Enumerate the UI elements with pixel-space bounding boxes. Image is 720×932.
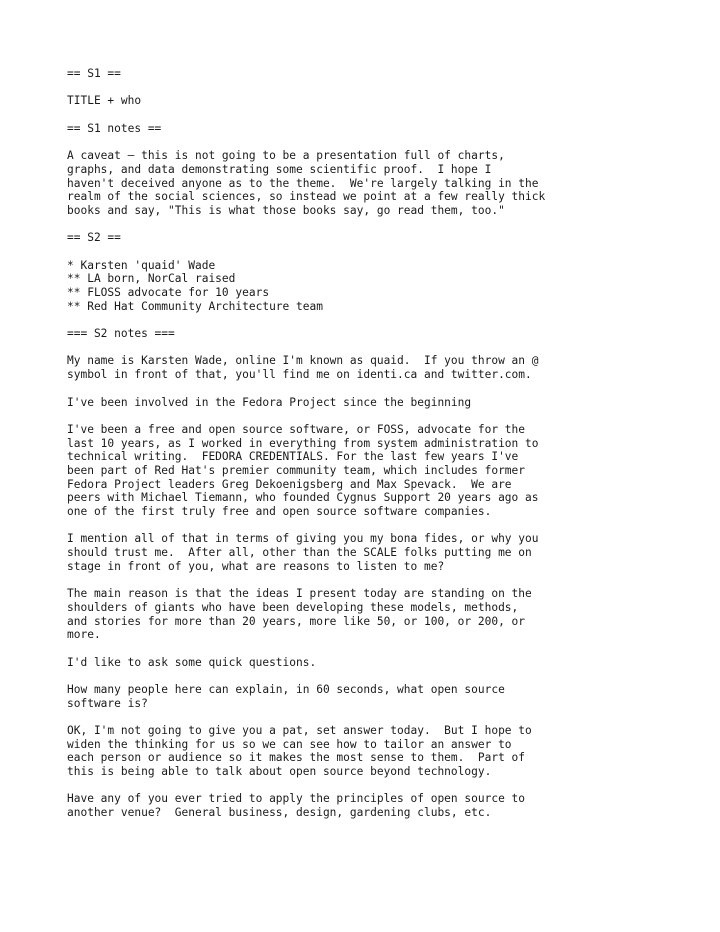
text-line: should trust me. After all, other than the SCALE folks putting me on [67, 546, 532, 560]
text-line: haven't deceived anyone as to the theme. We're largely talking in the [67, 176, 539, 190]
text-line: another venue? General business, design, gardening clubs, etc. [67, 806, 492, 820]
blank-line [67, 218, 687, 232]
text-line: Have any of you ever tried to apply the principles of open source to [67, 792, 526, 806]
text-line: == S1 == [67, 67, 121, 80]
text-line: symbol in front of that, you'll find me on identi.ca and twitter.com. [67, 368, 532, 382]
text-line: more. [67, 628, 101, 642]
text-line: ** LA born, NorCal raised [67, 272, 236, 286]
text-line: My name is Karsten Wade, online I'm known as quaid. If you throw an @ [67, 354, 539, 368]
text-line: How many people here can explain, in 60 seconds, what open source [67, 682, 505, 696]
text-line: I'd like to ask some quick questions. [67, 655, 317, 669]
blank-line [67, 779, 687, 793]
text-line: I've been a free and open source software, or FOSS, advocate for the [67, 422, 526, 436]
text-line: peers with Michael Tiemann, who founded Cygnus Support 20 years ago as [67, 491, 539, 505]
blank-line [67, 245, 687, 259]
blank-line [67, 519, 687, 533]
text-line: == S1 notes == [67, 121, 162, 135]
text-line: each person or audience so it makes the most sense to them. Part of [67, 751, 526, 765]
text-line: I've been involved in the Fedora Project since the beginning [67, 395, 472, 409]
text-line: == S2 == [67, 231, 121, 245]
blank-line [67, 81, 687, 95]
blank-line [67, 382, 687, 396]
text-line: I mention all of that in terms of giving you my bona fides, or why you [67, 532, 539, 546]
text-line: shoulders of giants who have been developing these models, methods, [67, 600, 519, 614]
blank-line [67, 108, 687, 122]
text-line: last 10 years, as I worked in everything from system administration to [67, 436, 539, 450]
blank-line [67, 341, 687, 355]
text-line: realm of the social sciences, so instead we point at a few really thick [67, 190, 546, 204]
text-line: one of the first truly free and open source software companies. [67, 505, 492, 518]
blank-line [67, 313, 687, 327]
text-line: OK, I'm not going to give you a pat, set answer today. But I hope to [67, 724, 532, 737]
text-line: widen the thinking for us so we can see how to tailor an answer to [67, 737, 512, 751]
text-line: === S2 notes === [67, 327, 175, 341]
blank-line [67, 710, 687, 724]
text-line: technical writing. FEDORA CREDENTIALS. For the last few years I've [67, 450, 519, 464]
text-line: been part of Red Hat's premier community team, which includes former [67, 463, 526, 477]
text-line: software is? [67, 696, 148, 710]
text-line: A caveat — this is not going to be a presentation full of charts, [67, 149, 505, 163]
text-line: The main reason is that the ideas I present today are standing on the [67, 587, 532, 601]
blank-line [67, 642, 687, 656]
text-line: graphs, and data demonstrating some scientific proof. I hope I [67, 162, 492, 176]
text-line: this is being able to talk about open source beyond technology. [67, 765, 492, 779]
blank-line [67, 669, 687, 683]
text-line: ** Red Hat Community Architecture team [67, 299, 323, 313]
text-line: Fedora Project leaders Greg Dekoenigsberg and Max Spevack. We are [67, 477, 512, 491]
text-line: books and say, "This is what those books say, go read them, too." [67, 203, 505, 217]
document-body [67, 67, 687, 820]
blank-line [67, 573, 687, 587]
text-line: TITLE + who [67, 94, 142, 108]
blank-line [67, 135, 687, 149]
text-line: ** FLOSS advocate for 10 years [67, 286, 270, 299]
text-line: * Karsten 'quaid' Wade [67, 258, 216, 272]
blank-line [67, 409, 687, 423]
text-line: and stories for more than 20 years, more like 50, or 100, or 200, or [67, 614, 526, 628]
text-line: stage in front of you, what are reasons to listen to me? [67, 559, 445, 573]
